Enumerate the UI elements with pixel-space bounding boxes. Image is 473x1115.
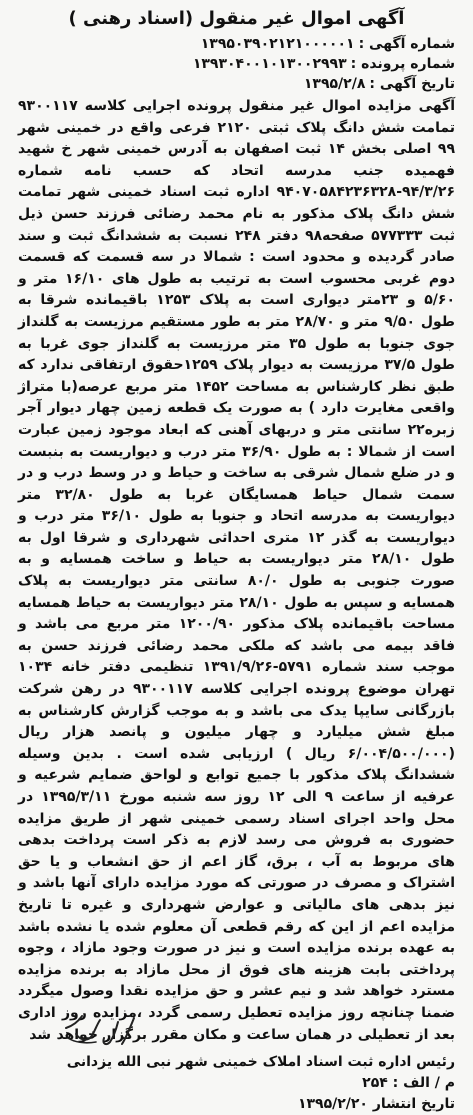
notice-date-label: تاریخ آگهی : bbox=[369, 76, 455, 92]
notice-body bbox=[18, 96, 455, 1046]
case-number-line bbox=[18, 54, 455, 74]
case-number-value: ۱۳۹۳۰۴۰۰۱۰۱۳۰۰۲۹۹۳ bbox=[192, 56, 347, 72]
signer-line: رئیس اداره ثبت اسناد املاک خمینی شهر نبی الله یزدانی bbox=[66, 1054, 455, 1071]
case-number-label: شماره پرونده : bbox=[350, 56, 455, 72]
handwritten-signature bbox=[60, 1008, 140, 1050]
publish-date-value: ۱۳۹۵/۲/۲۰ bbox=[297, 1096, 368, 1113]
notice-title: آگهی اموال غیر منقول (اسناد رهنی ) bbox=[68, 8, 405, 29]
reference-code: م / الف : ۲۵۴ bbox=[362, 1075, 455, 1092]
notice-footer bbox=[18, 1052, 455, 1115]
notice-number-value: ۱۳۹۵۰۳۹۰۲۱۲۱۰۰۰۰۰۱ bbox=[200, 36, 355, 52]
notice-page bbox=[6, 4, 467, 1113]
notice-body-paragraph: آگهی مزایده اموال غیر منقول پرونده اجرایی کلاسه ۹۳۰۰۱۱۷ تمامت شش دانگ پلاک ثبتی ۲۱۲۰ فرعی واقع در خمینی شهر ۹۹ اصلی بخش ۱۴ ثبت اصفهان به آدرس خمینی شهر خ شهید فهمیده جنب مدرسه اتحاد که حسب نامه شماره ۹۴/۳/۲۶-۹۴۰۷۰۵۸۴۲۳۶۳۲۸ اداره ثبت اسناد خمینی شهر تمامت شش دانگ پلاک مذکور به نام محمد رضائی فرزند حسن ذیل ثبت ۵۷۷۳۳۳ صفحه۹۸ دفتر ۲۴۸ نسبت به ششدانگ ثبت و سند صادر گردیده و محدود است : شمالا در سه قسمت که قسمت دوم غربی محسوب است به ترتیب به طول های ۱۶/۱۰ متر و ۵/۶۰ و ۲۳متر دیواری است به پلاک ۱۲۵۳ باقیمانده شرقا به طول ۹/۵۰ متر و ۲۸/۷۰ متر به طور مستقیم مرزیست به گلنداز جوی جنوبا به طول ۳۵ متر مرزیست به گلنداز جوی غربا به طول ۳۷/۵ مرزیست به دیوار پلاک ۱۲۵۹حقوق ارتفاقی ندارد که طبق نظر کارشناس به مساحت ۱۴۵۲ متر مربع عرصه(با متراژ واقعی مغایرت دارد ) به صورت یک قطعه زمین چهار دیوار آجر زبره۲۲ سانتی متر و دربهای آهنی که ابعاد موجود زمین عبارت است از شمالا : به طول ۳۶/۹۰ متر درب و دیواریست به بنبست و در ضلع شمال شرقی به ساخت و حیاط و در وسط درب و در سمت شمال حیاط همسایگان غربا به طول ۳۲/۸۰ متر دیواریست به مدرسه اتحاد و جنوبا به طول ۳۶/۱۰ متر درب و دیواریست به گذر ۱۲ متری احداثی شهرداری و شرقا اول به طول ۲۸/۱۰ متر دیواریست به حیاط و ساخت همسایه و به صورت جنوبی به طول ۸۰/۰ سانتی متر دیواریست به پلاک همسایه و سپس به طول ۲۸/۱۰ متر دیواریست به حیاط همسایه مساحت باقیمانده پلاک مذکور ۱۲۰۰/۹۰ متر مربع می باشد و فاقد بیمه می باشد که ملکی محمد رضائی فرزند حسن به موجب سند شماره ۵۷۹۱-۱۳۹۱/۹/۲۶ تنظیمی دفتر خانه ۱۰۳۴ تهران موضوع پرونده اجرایی کلاسه ۹۳۰۰۱۱۷ در رهن شرکت بازرگانی سایپا یدک می باشد و به موجب گزارش کارشناس به مبلغ شش میلیارد و چهار میلیون و پانصد هزار ریال (۶/۰۰۴/۵۰۰/۰۰۰ ریال ) ارزیابی شده است . بدین وسیله ششدانگ پلاک مذکور با جمیع توابع و لواحق ضمایم شرعیه و عرفیه از ساعت ۹ الی ۱۲ روز سه شنبه مورخ ۱۳۹۵/۳/۱۱ در محل واحد اجرای اسناد رسمی خمینی شهر از طریق مزایده حضوری به فروش می رسد لازم به ذکر است پرداخت بدهی های مربوط به آب ، برق، گاز اعم از حق انشعاب و یا حق اشتراک و مصرف در صورتی که مورد مزایده دارای آنها باشد و نیز بدهی های مالیاتی و عوارض شهرداری و غیره تا تاریخ مزایده اعم از این که رقم قطعی آن معلوم شده یا نشده باشد به عهده برنده مزایده است و نیز در صورت وجود مازاد ، وجوه پرداختی بابت هزینه های فوق از محل مازاد به برنده مزایده مسترد خواهد شد و نیم عشر و حق مزایده نقدا وصول میگردد ضمنا چنانچه روز مزایده تعطیل رسمی گردد ،مزایده روز اداری بعد از تعطیلی در همان ساعت و مکان مقرر برگزار خواهد شد bbox=[18, 98, 456, 1043]
notice-number-line bbox=[18, 34, 455, 54]
publish-date-label: تاریخ انتشار bbox=[372, 1096, 455, 1113]
publish-date-line bbox=[18, 1094, 455, 1115]
notice-number-label: شماره آگهی : bbox=[358, 36, 455, 52]
notice-date-value: ۱۳۹۵/۲/۸ bbox=[303, 76, 366, 92]
notice-date-line bbox=[18, 74, 455, 94]
